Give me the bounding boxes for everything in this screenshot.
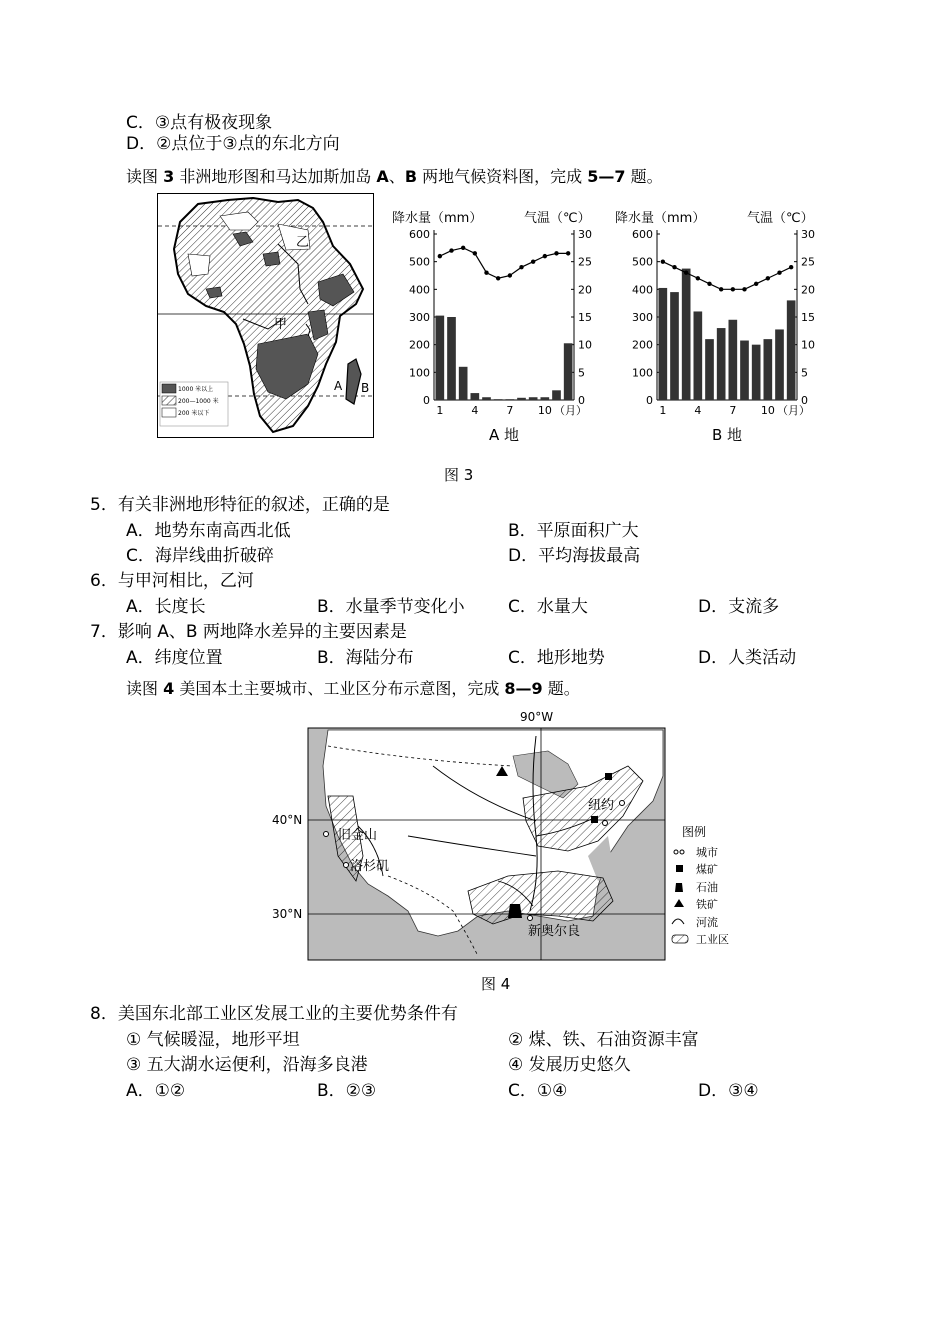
y-right-tick-label-b: 30 (801, 228, 815, 241)
temp-point-a-month-2 (449, 248, 453, 252)
x-tick-label-a: 7 (506, 404, 514, 417)
precip-bar-b-month-12 (787, 300, 796, 400)
temp-point-b-month-11 (777, 271, 781, 275)
legend-low: 200 米以下 (178, 410, 210, 417)
q6-option-a: A．长度长 (126, 597, 206, 617)
legend-coal: 煤矿 (696, 863, 718, 876)
temp-point-b-month-9 (754, 282, 758, 286)
y-left-tick-label-a: 100 (409, 366, 430, 380)
x-tick-label-a: 1 (436, 404, 444, 417)
q8-item-4: ④ 发展历史悠久 (508, 1055, 631, 1075)
temp-point-b-month-1 (661, 259, 665, 263)
precip-bar-b-month-5 (705, 339, 714, 400)
label-los-angeles: 洛杉矶 (350, 859, 390, 874)
label-san-francisco: 旧金山 (338, 828, 378, 843)
y-right-tick-label-b: 25 (801, 255, 815, 269)
city-ny-icon (620, 801, 625, 806)
coal-icon (591, 816, 598, 823)
x-tick-label-b: 1 (659, 404, 667, 417)
precip-bar-a-month-3 (459, 367, 468, 400)
y-left-tick-label-b: 300 (632, 311, 653, 324)
legend-iron: 铁矿 (696, 898, 718, 911)
label-a-point: A (334, 379, 343, 393)
y-right-tick-label-a: 30 (578, 228, 592, 241)
temp-point-b-month-12 (789, 265, 793, 269)
y-left-tick-label-b: 400 (632, 283, 653, 297)
precip-bar-b-month-7 (729, 320, 738, 400)
y-right-tick-label-b: 20 (801, 283, 815, 297)
longitude-90w: 90°W (520, 710, 554, 724)
city-la-icon (344, 863, 349, 868)
precip-bar-b-month-4 (694, 311, 703, 400)
precip-bar-b-month-1 (659, 288, 668, 400)
q7-option-a: A．纬度位置 (126, 648, 223, 668)
y-right-tick-label-a: 15 (578, 311, 592, 324)
legend-oil-icon (675, 883, 683, 892)
figure-3-caption: 图 3 (444, 466, 474, 484)
q5-option-d: D．平均海拔最高 (508, 546, 641, 566)
label-new-orleans: 新奥尔良 (528, 924, 581, 939)
x-tick-label-a: 10 (537, 404, 552, 417)
y-right-tick-label-b: 0 (801, 394, 808, 407)
legend-coal-icon (676, 865, 683, 872)
y-left-tick-label-a: 400 (409, 283, 430, 297)
y-left-label-b: 降水量（mm） (615, 211, 706, 226)
y-left-tick-label-b: 500 (632, 255, 653, 269)
us-industry-map (268, 706, 740, 964)
precip-bar-a-month-10 (541, 397, 550, 400)
q8-option-d: D．③④ (698, 1081, 759, 1101)
precip-bar-a-month-5 (482, 397, 491, 400)
y-left-label-a: 降水量（mm） (392, 211, 483, 226)
legend-river-icon (672, 919, 684, 924)
prev-option-d: D．②点位于③点的东北方向 (126, 134, 340, 154)
precip-bar-a-month-8 (517, 398, 526, 400)
x-tick-label-b: 7 (729, 404, 737, 417)
intro-figure-4: 读图 4 美国本土主要城市、工业区分布示意图，完成 8—9 题。 (126, 679, 580, 698)
precip-bar-a-month-9 (529, 397, 538, 400)
label-30n: 30°N (272, 907, 303, 921)
chart-title-a: A 地 (488, 426, 520, 444)
temp-point-a-month-5 (484, 271, 488, 275)
precip-bar-b-month-9 (752, 345, 761, 400)
prev-option-c: C．③点有极夜现象 (126, 113, 273, 133)
africa-map-svg (158, 194, 373, 437)
temp-point-a-month-6 (496, 276, 500, 280)
y-left-tick-label-b: 100 (632, 366, 653, 380)
y-right-tick-label-b: 10 (801, 338, 815, 352)
q6-stem: 6．与甲河相比，乙河 (90, 571, 254, 591)
y-left-tick-label-a: 500 (409, 255, 430, 269)
y-right-tick-label-a: 5 (578, 366, 585, 380)
y-right-tick-label-b: 15 (801, 311, 815, 324)
q6-option-c: C．水量大 (508, 597, 588, 617)
q5-option-b: B．平原面积广大 (508, 521, 639, 541)
y-left-tick-label-b: 200 (632, 338, 653, 352)
temp-point-a-month-12 (566, 251, 570, 255)
temp-point-a-month-10 (543, 254, 547, 258)
precip-bar-a-month-7 (506, 399, 515, 400)
label-yi-river: 乙 (296, 235, 310, 250)
precip-bar-a-month-2 (447, 317, 456, 400)
x-tick-label-a: 4 (471, 404, 479, 417)
temp-point-b-month-7 (731, 287, 735, 291)
climate-chart-b (615, 200, 823, 450)
x-unit-label-a: （月） (554, 404, 587, 417)
temp-point-b-month-4 (696, 276, 700, 280)
temp-point-a-month-7 (508, 273, 512, 277)
legend-mid: 200—1000 米 (178, 398, 219, 405)
y-left-tick-label-a: 200 (409, 338, 430, 352)
q8-item-3: ③ 五大湖水运便利，沿海多良港 (126, 1055, 368, 1075)
legend-oil: 石油 (696, 881, 718, 894)
precip-bar-a-month-1 (436, 316, 445, 400)
city-icon (603, 821, 608, 826)
q7-option-c: C．地形地势 (508, 648, 605, 668)
temp-point-b-month-2 (672, 265, 676, 269)
precip-bar-b-month-2 (670, 292, 679, 400)
intro-figure-3: 读图 3 非洲地形图和马达加斯加岛 A、B 两地气候资料图，完成 5—7 题。 (126, 167, 663, 186)
x-tick-label-b: 10 (760, 404, 775, 417)
precip-bar-b-month-6 (717, 328, 726, 400)
precip-bar-b-month-10 (764, 339, 773, 400)
temp-point-b-month-5 (707, 282, 711, 286)
legend-river: 河流 (696, 916, 718, 929)
q8-item-1: ① 气候暖湿，地形平坦 (126, 1030, 300, 1050)
precip-bar-b-month-11 (775, 329, 784, 400)
q6-option-b: B．水量季节变化小 (317, 597, 465, 617)
q7-stem: 7．影响 A、B 两地降水差异的主要因素是 (90, 622, 407, 642)
city-sf-icon (324, 832, 329, 837)
climate-chart-a (392, 200, 600, 450)
figure-4-caption: 图 4 (481, 975, 511, 993)
precip-bar-b-month-8 (740, 341, 749, 400)
legend-industry-icon (672, 935, 688, 943)
y-right-tick-label-b: 5 (801, 366, 808, 380)
precip-bar-b-month-3 (682, 269, 691, 400)
precip-bar-a-month-4 (471, 393, 480, 400)
y-left-tick-label-a: 0 (423, 394, 430, 407)
precip-bar-a-month-11 (552, 390, 561, 400)
label-new-york: 纽约 (588, 798, 615, 813)
temp-line-a (440, 248, 568, 278)
precip-bar-a-month-6 (494, 399, 503, 400)
oil-icon (508, 904, 522, 918)
legend-iron-icon (674, 899, 684, 907)
legend-high: 1000 米以上 (178, 386, 214, 393)
madagascar (346, 359, 361, 404)
x-unit-label-b: （月） (777, 404, 810, 417)
q6-option-d: D．支流多 (698, 597, 780, 617)
temp-point-a-month-4 (473, 251, 477, 255)
q8-option-b: B．②③ (317, 1081, 377, 1101)
y-right-tick-label-a: 10 (578, 338, 592, 352)
q8-stem: 8．美国东北部工业区发展工业的主要优势条件有 (90, 1004, 458, 1024)
q7-option-d: D．人类活动 (698, 648, 797, 668)
temp-point-b-month-6 (719, 287, 723, 291)
precip-bar-a-month-12 (564, 343, 573, 400)
y-left-tick-label-b: 0 (646, 394, 653, 407)
temp-point-a-month-3 (461, 246, 465, 250)
temp-point-b-month-10 (766, 276, 770, 280)
label-b-point: B (361, 381, 370, 395)
y-right-tick-label-a: 20 (578, 283, 592, 297)
y-left-tick-label-b: 600 (632, 228, 653, 241)
temp-point-a-month-9 (531, 259, 535, 263)
y-right-tick-label-a: 25 (578, 255, 592, 269)
africa-terrain-map (157, 193, 374, 438)
q5-stem: 5．有关非洲地形特征的叙述，正确的是 (90, 495, 390, 515)
q5-option-a: A．地势东南高西北低 (126, 521, 291, 541)
y-left-tick-label-a: 600 (409, 228, 430, 241)
legend-title: 图例 (682, 825, 707, 839)
city-no-icon (528, 916, 533, 921)
label-40n: 40°N (272, 813, 303, 827)
q7-option-b: B．海陆分布 (317, 648, 414, 668)
legend-industry: 工业区 (696, 933, 729, 946)
y-right-label-a: 气温（℃） (524, 211, 591, 226)
coal-icon (605, 773, 612, 780)
temp-point-b-month-3 (684, 271, 688, 275)
q5-option-c: C．海岸线曲折破碎 (126, 546, 274, 566)
chart-title-b: B 地 (711, 426, 743, 444)
label-jia-river: 甲 (274, 317, 288, 332)
x-tick-label-b: 4 (694, 404, 702, 417)
y-right-label-b: 气温（℃） (747, 211, 814, 226)
legend-city: 城市 (696, 846, 718, 859)
temp-point-b-month-8 (742, 287, 746, 291)
q8-option-a: A．①② (126, 1081, 186, 1101)
q8-option-c: C．①④ (508, 1081, 568, 1101)
q8-item-2: ② 煤、铁、石油资源丰富 (508, 1030, 699, 1050)
temp-point-a-month-8 (519, 265, 523, 269)
temp-point-a-month-11 (554, 251, 558, 255)
y-left-tick-label-a: 300 (409, 311, 430, 324)
temp-point-a-month-1 (438, 254, 442, 258)
y-right-tick-label-a: 0 (578, 394, 585, 407)
